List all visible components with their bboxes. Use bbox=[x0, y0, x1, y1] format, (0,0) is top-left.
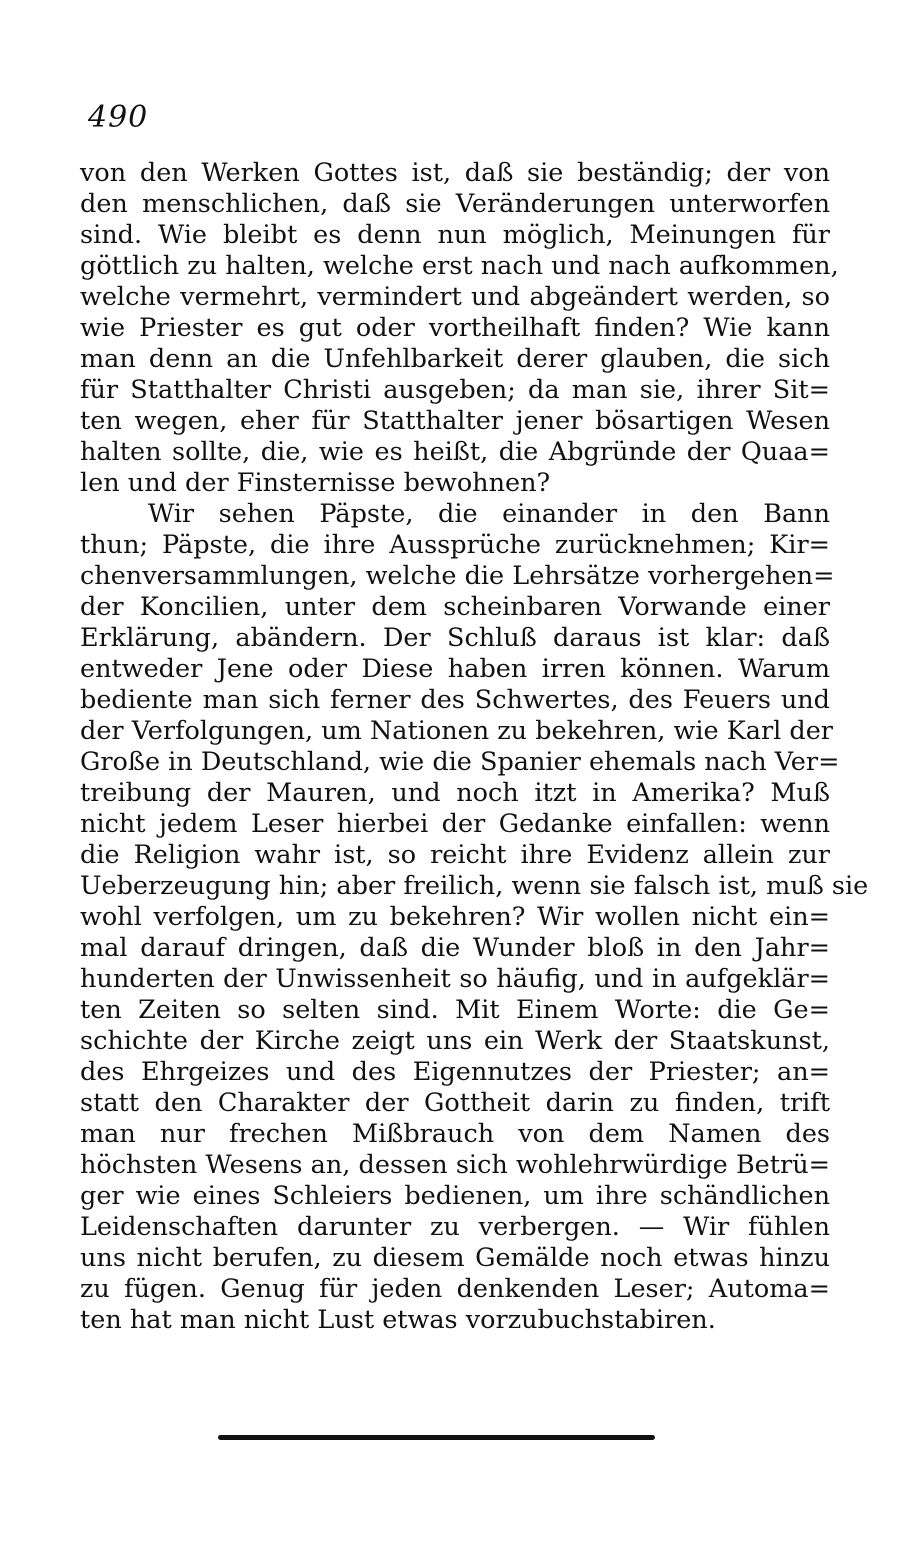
text-line: wohl verfolgen, um zu bekehren? Wir wollen nicht ein= bbox=[80, 902, 830, 932]
paragraph-end-line: ten hat man nicht Lust etwas vorzubuchstabiren. bbox=[80, 1305, 716, 1335]
text-line: den menschlichen, daß sie Veränderungen unterworfen bbox=[80, 189, 830, 219]
body-text bbox=[80, 158, 869, 1336]
closing-rule bbox=[218, 1435, 655, 1440]
text-line: nicht jedem Leser hierbei der Gedanke einfallen: wenn bbox=[80, 809, 830, 839]
text-line: chenversammlungen, welche die Lehrsätze vorhergehen= bbox=[80, 561, 835, 591]
text-line: welche vermehrt, vermindert und abgeändert werden, so bbox=[80, 282, 830, 312]
text-line: für Statthalter Christi ausgeben; da man sie, ihrer Sit= bbox=[80, 375, 830, 405]
text-line: entweder Jene oder Diese haben irren können. Warum bbox=[80, 654, 830, 684]
text-line: Ueberzeugung hin; aber freilich, wenn sie falsch ist, muß sie bbox=[80, 871, 869, 901]
page-number: 490 bbox=[88, 100, 149, 135]
text-line: Erklärung, abändern. Der Schluß daraus ist klar: daß bbox=[80, 623, 830, 653]
text-line: der Verfolgungen, um Nationen zu bekehren, wie Karl der bbox=[80, 716, 833, 746]
paragraph-end-line: len und der Finsternisse bewohnen? bbox=[80, 468, 551, 498]
text-line: bediente man sich ferner des Schwertes, des Feuers und bbox=[80, 685, 830, 715]
text-line: die Religion wahr ist, so reicht ihre Evidenz allein zur bbox=[80, 840, 830, 870]
paragraph-start-line: Wir sehen Päpste, die einander in den Bann bbox=[148, 499, 830, 529]
text-line: sind. Wie bleibt es denn nun möglich, Meinungen für bbox=[80, 220, 830, 250]
text-line: hunderten der Unwissenheit so häufig, und in aufgeklär= bbox=[80, 964, 830, 994]
text-line: treibung der Mauren, und noch itzt in Amerika? Muß bbox=[80, 778, 830, 808]
text-line: man denn an die Unfehlbarkeit derer glauben, die sich bbox=[80, 344, 830, 374]
text-line: zu fügen. Genug für jeden denkenden Leser; Automa= bbox=[80, 1274, 830, 1304]
text-line: ger wie eines Schleiers bedienen, um ihre schändlichen bbox=[80, 1181, 830, 1211]
text-line: höchsten Wesens an, dessen sich wohlehrwürdige Betrü= bbox=[80, 1150, 830, 1180]
text-line: Leidenschaften darunter zu verbergen. — Wir fühlen bbox=[80, 1212, 830, 1242]
text-line: von den Werken Gottes ist, daß sie beständig; der von bbox=[80, 158, 830, 188]
text-line: der Koncilien, unter dem scheinbaren Vorwande einer bbox=[80, 592, 830, 622]
text-line: ten wegen, eher für Statthalter jener bösartigen Wesen bbox=[80, 406, 830, 436]
text-line: göttlich zu halten, welche erst nach und nach aufkommen, bbox=[80, 251, 839, 281]
text-line: halten sollte, die, wie es heißt, die Abgründe der Quaa= bbox=[80, 437, 830, 467]
text-line: man nur frechen Mißbrauch von dem Namen des bbox=[80, 1119, 830, 1149]
text-line: ten Zeiten so selten sind. Mit Einem Worte: die Ge= bbox=[80, 995, 830, 1025]
text-line: uns nicht berufen, zu diesem Gemälde noch etwas hinzu bbox=[80, 1243, 830, 1273]
text-line: mal darauf dringen, daß die Wunder bloß in den Jahr= bbox=[80, 933, 830, 963]
text-line: thun; Päpste, die ihre Aussprüche zurücknehmen; Kir= bbox=[80, 530, 830, 560]
text-line: wie Priester es gut oder vortheilhaft finden? Wie kann bbox=[80, 313, 830, 343]
text-line: statt den Charakter der Gottheit darin zu finden, trift bbox=[80, 1088, 830, 1118]
text-line: Große in Deutschland, wie die Spanier ehemals nach Ver= bbox=[80, 747, 840, 777]
text-line: schichte der Kirche zeigt uns ein Werk der Staatskunst, bbox=[80, 1026, 830, 1056]
text-line: des Ehrgeizes und des Eigennutzes der Priester; an= bbox=[80, 1057, 830, 1087]
